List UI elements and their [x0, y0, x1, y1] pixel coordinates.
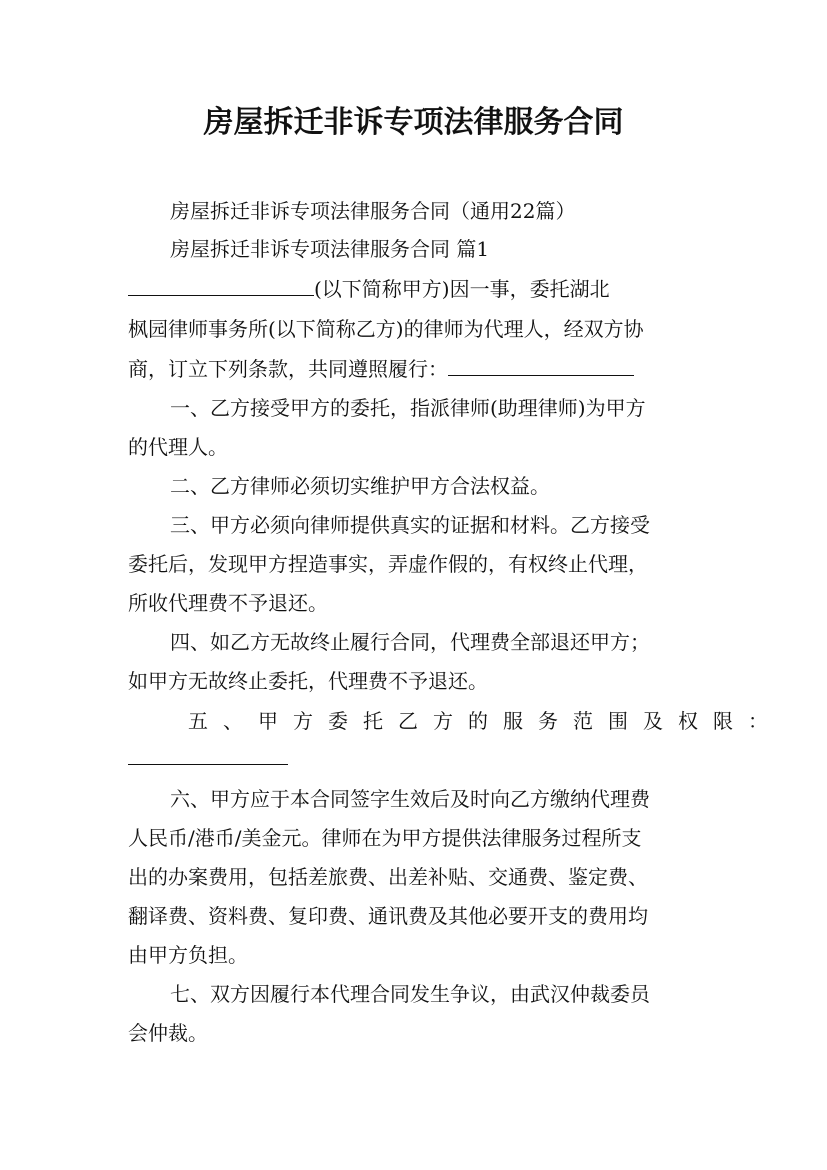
clause-2-line-1: 二、乙方律师必须切实维护甲方合法权益。	[170, 474, 550, 498]
subtitle-line: 房屋拆迁非诉专项法律服务合同（通用22篇）	[170, 199, 576, 223]
clause-1-line-1: 一、乙方接受甲方的委托，指派律师(助理律师)为甲方	[170, 396, 646, 420]
intro-text-1: (以下简称甲方)因一事，委托湖北	[314, 277, 610, 301]
intro-line-3	[128, 354, 634, 384]
clause-4-line-2: 如甲方无故终止委托，代理费不予退还。	[128, 669, 488, 693]
clause-3-line-2: 委托后，发现甲方捏造事实，弄虚作假的，有权终止代理，	[128, 552, 648, 576]
clause-6-line-2: 人民币/港币/美金元。律师在为甲方提供法律服务过程所支	[128, 826, 642, 850]
clause-7-line-2: 会仲裁。	[128, 1021, 208, 1045]
clause-6-line-3: 出的办案费用，包括差旅费、出差补贴、交通费、鉴定费、	[128, 865, 648, 889]
clause-6-line-1: 六、甲方应于本合同签字生效后及时向乙方缴纳代理费	[170, 787, 650, 811]
clause-4-line-1: 四、如乙方无故终止履行合同，代理费全部退还甲方；	[170, 630, 650, 654]
section-heading: 房屋拆迁非诉专项法律服务合同 篇1	[170, 237, 490, 261]
clause-1-line-2: 的代理人。	[128, 435, 228, 459]
blank-terms	[448, 355, 634, 376]
intro-line-2: 枫园律师事务所(以下简称乙方)的律师为代理人，经双方协	[128, 317, 644, 341]
blank-party-a	[128, 275, 314, 296]
clause-6-line-5: 由甲方负担。	[128, 943, 248, 967]
intro-line-1	[128, 274, 610, 304]
document-title: 房屋拆迁非诉专项法律服务合同	[203, 105, 624, 140]
clause-7-line-1: 七、双方因履行本代理合同发生争议，由武汉仲裁委员	[170, 982, 650, 1006]
blank-scope	[128, 762, 288, 765]
intro-text-3: 商，订立下列条款，共同遵照履行：	[128, 357, 448, 381]
clause-5-line-1: 五、甲方委托乙方的服务范围及权限：	[188, 709, 783, 733]
clause-3-line-3: 所收代理费不予退还。	[128, 591, 328, 615]
clause-3-line-1: 三、甲方必须向律师提供真实的证据和材料。乙方接受	[170, 513, 650, 537]
clause-6-line-4: 翻译费、资料费、复印费、通讯费及其他必要开支的费用均	[128, 904, 648, 928]
